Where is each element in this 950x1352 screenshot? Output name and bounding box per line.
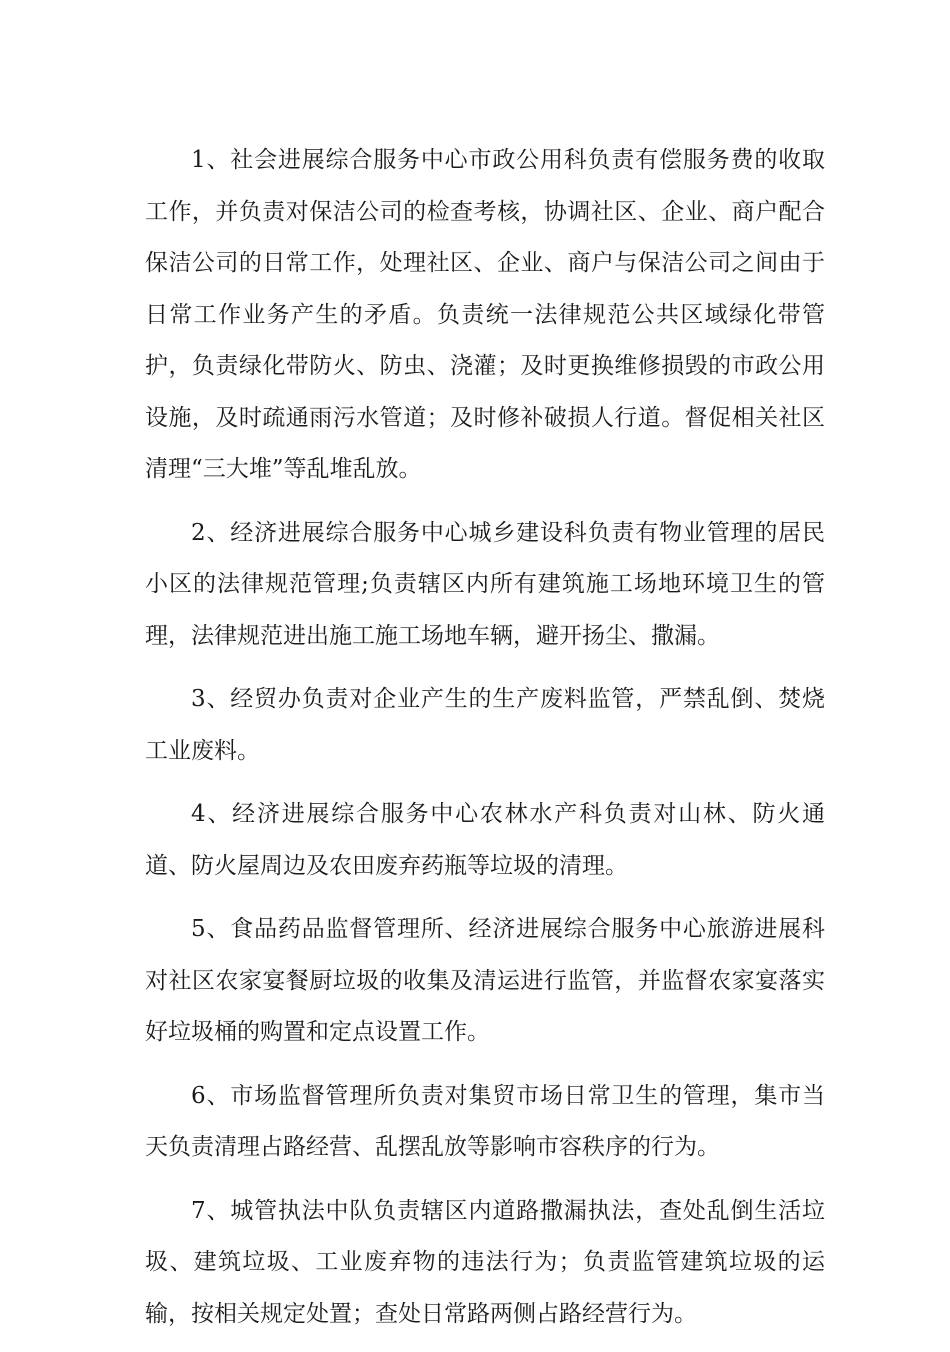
paragraph-5: 5、食品药品监督管理所、经济进展综合服务中心旅游进展科对社区农家宴餐厨垃圾的收集及清运进行监管，并监督农家宴落实好垃圾桶的购置和定点设置工作。 — [145, 916, 825, 1045]
paragraph-7: 7、城管执法中队负责辖区内道路撒漏执法，查处乱倒生活垃圾、建筑垃圾、工业废弃物的违法行为；负责监管建筑垃圾的运输，按相关规定处置；查处日常路两侧占路经营行为。 — [145, 1197, 825, 1327]
paragraph-3: 3、经贸办负责对企业产生的生产废料监管，严禁乱倒、焚烧工业废料。 — [145, 686, 825, 764]
paragraph-6: 6、市场监督管理所负责对集贸市场日常卫生的管理，集市当天负责清理占路经营、乱摆乱放等影响市容秩序的行为。 — [145, 1082, 825, 1160]
paragraph-4: 4、经济进展综合服务中心农林水产科负责对山林、防火通道、防火屋周边及农田废弃药瓶等垃圾的清理。 — [145, 801, 825, 879]
document-body — [145, 135, 825, 1352]
paragraph-1: 1、社会进展综合服务中心市政公用科负责有偿服务费的收取工作，并负责对保洁公司的检查考核，协调社区、企业、商户配合保洁公司的日常工作，处理社区、企业、商户与保洁公司之间由于日常工作业务产生的矛盾。负责统一法律规范公共区域绿化带管护，负责绿化带防火、防虫、浇灌；及时更换维修损毁的市政公用设施，及时疏通雨污水管道；及时修补破损人行道。督促相关社区清理“三大堆”等乱堆乱放。 — [145, 147, 825, 482]
paragraph-2: 2、经济进展综合服务中心城乡建设科负责有物业管理的居民小区的法律规范管理;负责辖区内所有建筑施工场地环境卫生的管理，法律规范进出施工施工场地车辆，避开扬尘、撒漏。 — [145, 519, 825, 649]
